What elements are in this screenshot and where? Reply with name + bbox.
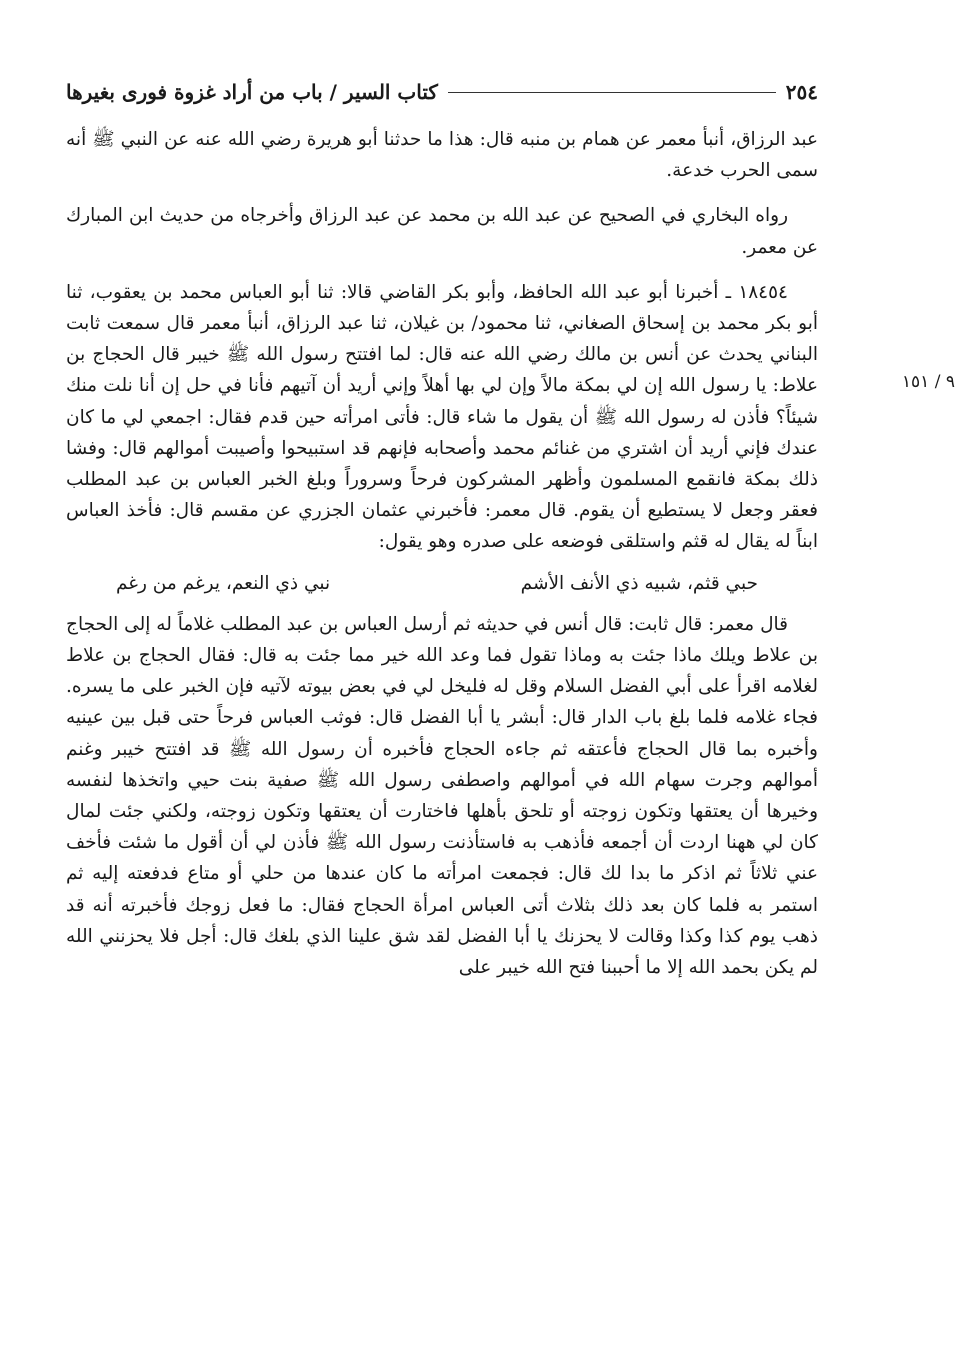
verse-first-hemistich: حبي قثم، شبيه ذي الأنف الأشم [520,572,758,594]
page-header [66,72,818,112]
paragraph-continuation: عبد الرزاق، أنبأ معمر عن همام بن منبه قال: هذا ما حدثنا أبو هريرة رضي الله عنه عن النبي ﷺ أنه سمى الحرب خدعة. [66,129,818,182]
paragraph-mamar-narration: قال معمر: قال ثابت: قال أنس في حديثه ثم أرسل العباس بن عبد المطلب غلاماً له إلى الحجاج بن علاط ويلك ماذا جئت به وماذا تقول فما وعد الله خير مما جئت به قال: فقال الحجاج بن علاط لغلامه اقرأ على أبي الفضل السلام وقل له فليخل لي في بعض بيوته لآتيه فإن الخبر على ما يسره. فجاء غلامه فلما بلغ باب الدار قال: أبشر يا أبا الفضل قال: فوثب العباس فرحاً حتى قبل بين عينيه وأخبره بما قال الحجاج فأعتقه ثم جاءه الحجاج فأخبره أن رسول الله ﷺ قد افتتح خيبر وغنم أموالهم وجرت سهام الله في أموالهم واصطفى رسول الله ﷺ صفية بنت حيي واتخذها لنفسه وخيرها أن يعتقها وتكون زوجته أو تلحق بأهلها فاختارت أن يعتقها وتكون زوجته، ولكني جئت لمال كان لي ههنا اردت أن أجمعه فأذهب به فاستأذنت رسول الله ﷺ فأذن لي أن أقول ما شئت فأخف عني ثلاثاً ثم اذكر ما بدا لك قال: فجمعت امرأته ما كان عندها من حلي أو متاع فدفعته إليه ثم استمر به فلما كان بعد ذلك بثلاث أتى العباس امرأة الحجاج فقال: ما فعل زوجك فأخبرته أنه قد ذهب يوم كذا وكذا وقالت لا يحزنك يا أبا الفضل لقد شق علينا الذي بلغك قال: أجل فلا يحزنني الله لم يكن بحمد الله إلا ما أحببنا فتح الله خيبر على [66,613,818,979]
verse-second-hemistich: نبي ذي النعم، يرغم من رغم [116,572,331,594]
header-rule [448,92,776,93]
running-title: كتاب السير / باب من أراد غزوة فورى بغيرها [66,80,438,104]
page-number: ٢٥٤ [785,80,818,104]
paragraph-hadith-18454: ١٨٤٥٤ ـ أخبرنا أبو عبد الله الحافظ، وأبو بكر القاضي قالا: ثنا أبو العباس محمد بن يعقوب، ثنا أبو بكر محمد بن إسحاق الصغاني، ثنا محمود/ بن غيلان، ثنا عبد الرزاق، أنبأ معمر قال سمعت ثابت البناني يحدث عن أنس بن مالك رضي الله عنه قال: لما افتتح رسول الله ﷺ خيبر قال الحجاج بن علاط: يا رسول الله إن لي بمكة مالاً وإن لي بها أهلاً وإني أريد أن آتيهم فأنا في حل إن أنا نلت منك شيئاً؟ فأذن له رسول الله ﷺ أن يقول ما شاء قال: فأتى امرأته حين قدم فقال: اجمعي لي ما كان عندك فإني أريد أن اشتري من غنائم محمد وأصحابه فإنهم قد استبيحوا وأصيبت أموالهم قال: وفشا ذلك بمكة فانقمع المسلمون وأظهر المشركون فرحاً وسروراً وبلغ الخبر العباس بن عبد المطلب فعقر وجعل لا يستطيع أن يقوم. قال معمر: فأخبرني عثمان الجزري عن مقسم قال: فأخذ العباس ابناً له يقال له قثم واستلقى فوضعه على صدره وهو يقول: [66,281,818,553]
margin-reference: ٩ / ١٥١ [901,372,955,392]
verse-line [66,558,818,609]
paragraph-bukhari-note: رواه البخاري في الصحيح عن عبد الله بن محمد عن عبد الرزاق وأخرجاه من حديث ابن المبارك عن معمر. [66,205,818,258]
page-body [66,124,818,983]
